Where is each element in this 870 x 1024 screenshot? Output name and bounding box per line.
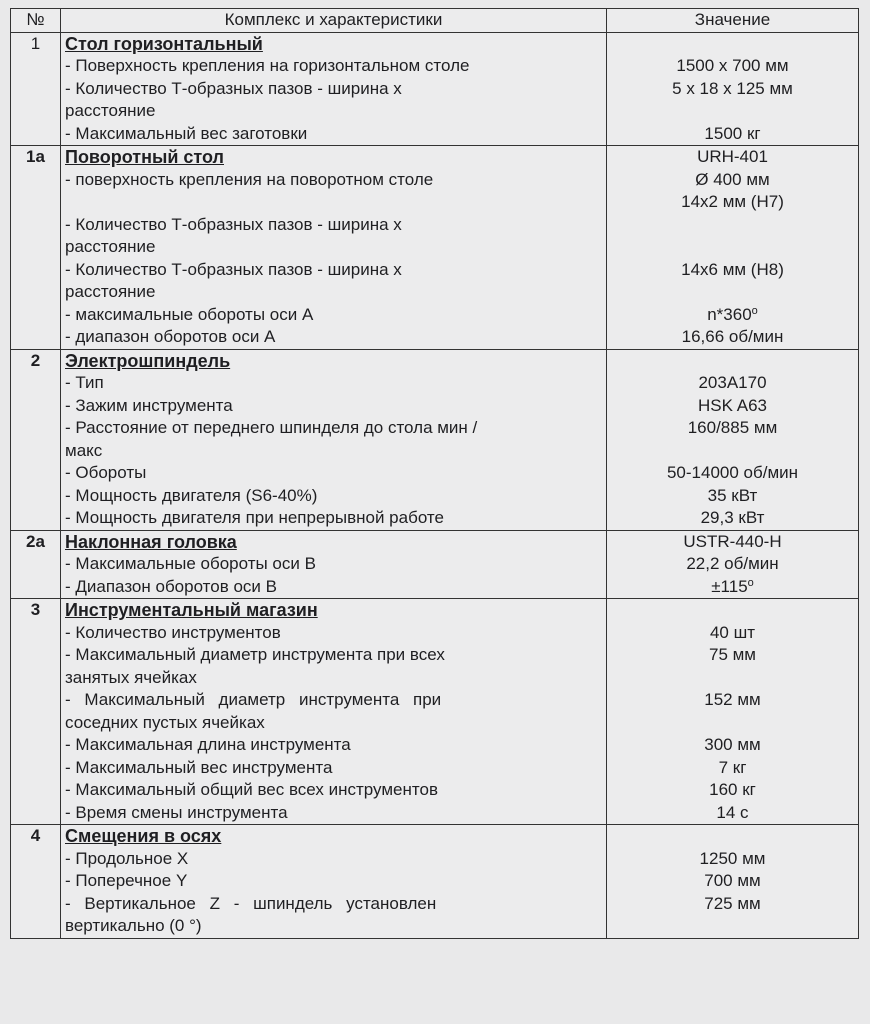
section-values — [607, 146, 859, 350]
spec-item-value-text: 152 мм — [704, 690, 761, 709]
spec-item-value-text: 22,2 об/мин — [686, 554, 779, 573]
spec-item-value — [611, 848, 854, 871]
spec-section-row — [11, 349, 859, 530]
spec-item-label: - Мощность двигателя (S6-40%) — [65, 485, 318, 505]
spec-item-value — [611, 757, 854, 780]
spec-section-row — [11, 825, 859, 939]
spec-item-value-text: HSK A63 — [698, 395, 767, 415]
spec-item-value — [611, 893, 854, 916]
spec-item-value-text: 40 шт — [709, 622, 756, 642]
spec-item-value-text: ±115 — [711, 576, 748, 596]
spec-item-value — [611, 214, 854, 237]
spec-item-label: - Максимальные обороты оси В — [65, 554, 316, 573]
spec-item-value — [611, 462, 854, 485]
spec-item-value — [611, 304, 854, 327]
spec-table — [10, 8, 859, 939]
spec-item-label: - Количество Т-образных пазов - ширина х — [65, 214, 402, 234]
section-values — [607, 349, 859, 530]
section-title: Наклонная головка — [65, 531, 237, 552]
spec-item-value — [611, 485, 854, 508]
spec-item-label: - Диапазон оборотов оси В — [65, 576, 277, 596]
spec-item-value-text: Ø 400 мм — [695, 169, 770, 189]
spec-item-label: - Обороты — [65, 463, 147, 482]
spec-item-value-text: 75 мм — [708, 645, 756, 664]
spec-item-value — [611, 802, 854, 825]
spec-item-label-continued — [65, 191, 602, 214]
spec-item-value-text: 7 кг — [718, 757, 747, 777]
section-number: 3 — [11, 599, 61, 825]
spec-item-label: - Вертикальное Z - шпиндель установлен — [65, 893, 437, 913]
spec-item-value — [611, 169, 854, 192]
spec-section-row — [11, 146, 859, 350]
section-description — [61, 825, 607, 939]
spec-item-value — [611, 870, 854, 893]
spec-item-label: - Количество Т-образных пазов - ширина х — [65, 259, 402, 279]
table-header-row — [11, 9, 859, 33]
spec-item-label: - Зажим инструмента — [65, 395, 233, 415]
spec-item-value-continued — [611, 440, 854, 463]
spec-section-row — [11, 32, 859, 146]
spec-item-value-continued — [611, 667, 854, 690]
section-description — [61, 32, 607, 146]
section-number: 1 — [11, 32, 61, 146]
spec-item-label: - Максимальная длина инструмента — [65, 735, 351, 754]
spec-item-value-text: 203А170 — [698, 373, 767, 392]
spec-section-row — [11, 530, 859, 599]
spec-document — [10, 8, 858, 939]
spec-item-value-text: 14 с — [716, 802, 749, 822]
spec-item-value — [611, 417, 854, 440]
spec-item-value — [611, 259, 854, 282]
spec-item-value — [611, 55, 854, 78]
header-num: № — [11, 9, 61, 33]
spec-item-value-continued — [611, 281, 854, 304]
header-value: Значение — [607, 9, 859, 33]
spec-item-value-continued — [611, 236, 854, 259]
spec-item-label-continued: занятых ячейках — [65, 667, 197, 687]
section-number: 2 — [11, 349, 61, 530]
section-number: 2а — [11, 530, 61, 599]
spec-item-value-continued — [611, 712, 854, 735]
spec-item-value — [611, 553, 854, 576]
section-values — [607, 530, 859, 599]
section-title-value — [611, 599, 854, 622]
spec-item-value — [611, 576, 854, 599]
spec-item-label: - максимальные обороты оси А — [65, 304, 314, 324]
spec-item-label-continued: соседних пустых ячейках — [65, 712, 265, 732]
spec-item-value — [611, 326, 854, 349]
section-values — [607, 599, 859, 825]
spec-item-label: - Максимальный диаметр инструмента при всех — [65, 645, 445, 664]
spec-item-value-continued — [611, 915, 854, 938]
spec-item-label: - Максимальный вес заготовки — [65, 123, 308, 143]
section-title: Смещения в осях — [65, 826, 222, 846]
spec-item-value — [611, 78, 854, 101]
section-title: Электрошпиндель — [65, 350, 231, 371]
degree-superscript: o — [747, 576, 754, 589]
spec-item-value — [611, 123, 854, 146]
section-title: Инструментальный магазин — [65, 600, 318, 620]
degree-superscript: o — [751, 304, 758, 317]
section-values — [607, 32, 859, 146]
spec-section-row — [11, 599, 859, 825]
spec-item-value — [611, 734, 854, 757]
spec-item-value-text: 5 х 18 х 125 мм — [672, 78, 793, 98]
spec-item-label: - Поперечное Y — [65, 871, 188, 890]
spec-item-value-text: 725 мм — [704, 893, 761, 913]
spec-item-value — [611, 622, 854, 645]
spec-item-value-text: 14х6 мм (H8) — [681, 259, 784, 279]
spec-item-label: - диапазон оборотов оси А — [65, 327, 276, 346]
spec-item-value-continued: 14х2 мм (H7) — [681, 192, 784, 211]
section-title-value: URH-401 — [697, 147, 768, 166]
header-desc: Комплекс и характеристики — [61, 9, 607, 33]
spec-item-value-text: 35 кВт — [707, 485, 758, 505]
spec-item-value — [611, 779, 854, 802]
section-title-value: USTR-440-H — [683, 531, 782, 551]
spec-item-label-continued: вертикально (0 °) — [65, 916, 202, 935]
spec-item-label: - Расстояние от переднего шпинделя до стола мин / — [65, 418, 478, 437]
section-number: 1а — [11, 146, 61, 350]
spec-item-label: - Максимальный диаметр инструмента при — [65, 690, 442, 709]
section-description — [61, 530, 607, 599]
section-number: 4 — [11, 825, 61, 939]
spec-item-value — [611, 395, 854, 418]
spec-item-label: - Мощность двигателя при непрерывной работе — [65, 508, 444, 527]
spec-item-label: - Тип — [65, 373, 104, 392]
spec-item-label: - Поверхность крепления на горизонтальном столе — [65, 56, 470, 75]
spec-item-label: - поверхность крепления на поворотном столе — [65, 169, 434, 189]
spec-item-value — [611, 372, 854, 395]
spec-item-value-text: 700 мм — [704, 871, 761, 890]
spec-item-label-continued: расстояние — [65, 237, 156, 256]
section-values — [607, 825, 859, 939]
spec-item-value-text: n*360 — [707, 304, 752, 324]
spec-item-value-text: 1500 х 700 мм — [676, 56, 789, 75]
spec-item-value-text: 1250 мм — [699, 848, 766, 868]
spec-item-value-text: 160/885 мм — [687, 418, 778, 437]
section-description — [61, 349, 607, 530]
spec-item-value — [611, 689, 854, 712]
section-description — [61, 599, 607, 825]
section-description — [61, 146, 607, 350]
spec-item-label-continued: макс — [65, 440, 103, 460]
spec-item-label: - Максимальный вес инструмента — [65, 757, 333, 777]
spec-body — [11, 32, 859, 938]
spec-item-value — [611, 644, 854, 667]
spec-item-value-text: 29,3 кВт — [700, 508, 765, 527]
spec-item-value-text: 16,66 об/мин — [681, 327, 784, 346]
spec-item-label: - Продольное X — [65, 848, 189, 868]
section-title-value — [611, 33, 854, 56]
spec-item-label: - Время смены инструмента — [65, 802, 288, 822]
spec-item-value-text: 160 кг — [709, 780, 756, 799]
spec-item-value-text: 1500 кг — [704, 123, 761, 143]
spec-item-label-continued: расстояние — [65, 101, 156, 120]
section-title-value — [611, 350, 854, 373]
spec-item-label: - Максимальный общий вес всех инструментов — [65, 780, 438, 799]
spec-item-label: - Количество инструментов — [65, 622, 281, 642]
spec-item-value-continued — [611, 100, 854, 123]
spec-item-label: - Количество Т-образных пазов - ширина х — [65, 78, 402, 98]
section-title: Поворотный стол — [65, 147, 224, 167]
spec-item-value-text: 50-14000 об/мин — [666, 463, 799, 482]
section-title: Стол горизонтальный — [65, 33, 263, 54]
section-title-value — [611, 825, 854, 848]
spec-item-label-continued: расстояние — [65, 282, 156, 301]
spec-item-value-text: 300 мм — [704, 735, 761, 754]
spec-item-value — [611, 507, 854, 530]
